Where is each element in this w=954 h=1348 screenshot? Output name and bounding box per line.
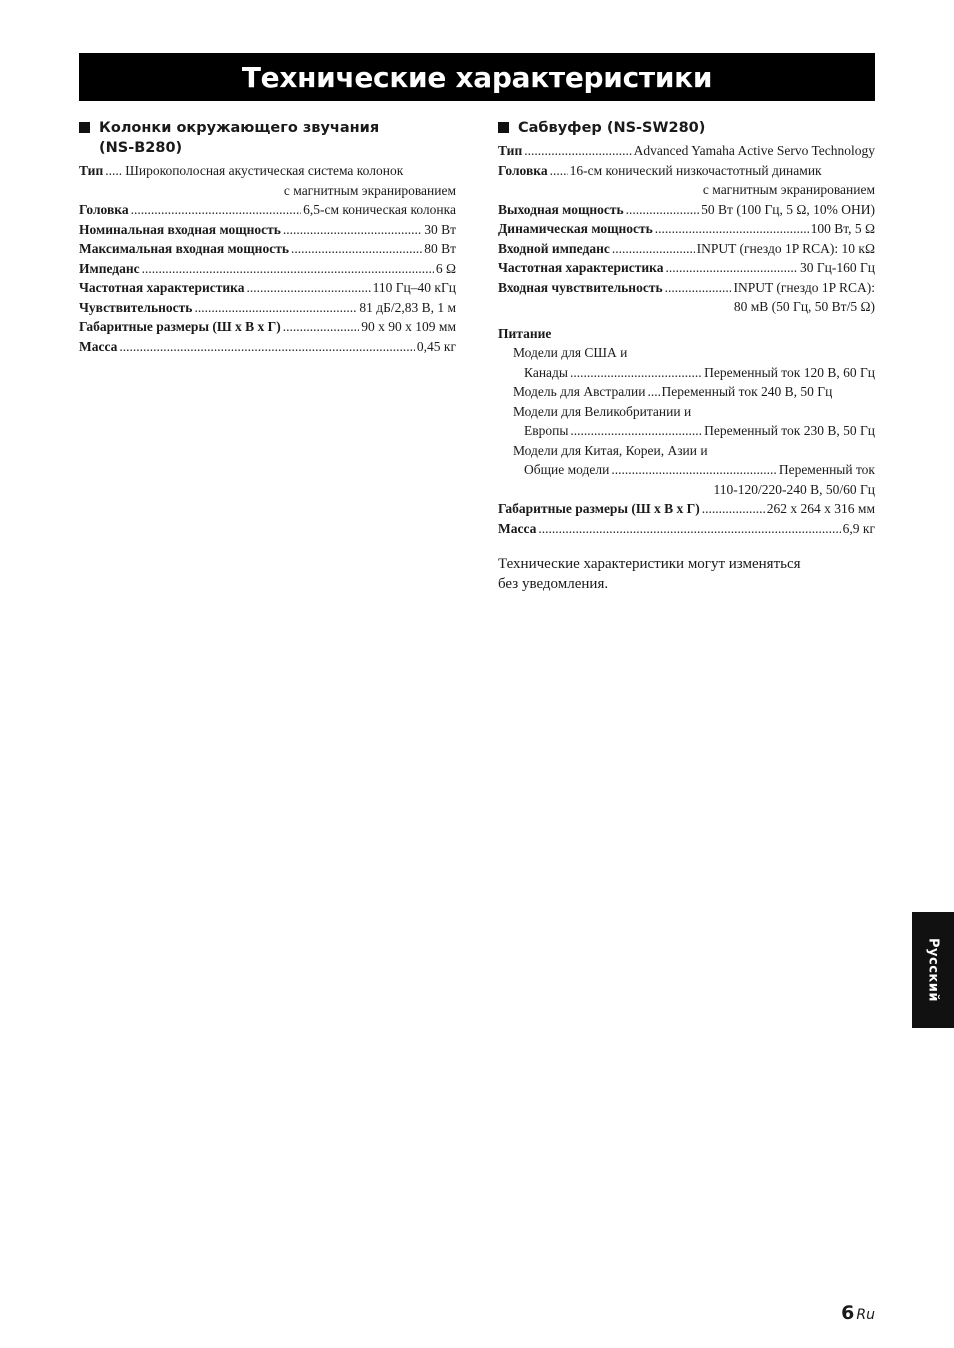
spec-row-mass bbox=[79, 337, 456, 357]
spec-label: Масса bbox=[79, 338, 118, 354]
spec-value: 100 Вт, 5 Ω bbox=[810, 221, 875, 236]
spec-label: Канады bbox=[524, 364, 568, 380]
spec-row-impedance bbox=[79, 259, 456, 279]
spec-row-input-impedance bbox=[498, 239, 875, 259]
spec-label: Импеданс bbox=[79, 260, 140, 276]
spec-row-dimensions bbox=[79, 317, 456, 337]
spec-value: 262 x 264 x 316 мм bbox=[766, 501, 875, 516]
language-tab bbox=[912, 912, 954, 1028]
spec-value-continued: с магнитным экранированием bbox=[283, 182, 456, 198]
spec-label: Номинальная входная мощность bbox=[79, 221, 281, 237]
spec-label: Чувствительность bbox=[79, 299, 193, 315]
spec-row-output-power bbox=[498, 200, 875, 220]
spec-value: 6 Ω bbox=[435, 260, 456, 276]
spec-row-sensitivity bbox=[79, 298, 456, 318]
subwoofer-heading bbox=[498, 118, 875, 138]
spec-value: 16-см конический низкочастотный динамик bbox=[569, 162, 822, 178]
power-usa-label: Модели для США и bbox=[513, 345, 628, 360]
square-bullet-icon bbox=[498, 122, 509, 133]
change-notice-line2: без уведомления. bbox=[498, 575, 609, 592]
square-bullet-icon bbox=[79, 122, 90, 133]
language-tab-label: Русский bbox=[925, 938, 941, 1002]
page-title: Технические характеристики bbox=[79, 53, 875, 101]
spec-label: Модель для Австралии bbox=[513, 384, 646, 399]
surround-heading-line2: (NS-B280) bbox=[99, 140, 183, 156]
power-row-uk bbox=[498, 421, 875, 441]
spec-value-continued: с магнитным экранированием bbox=[702, 182, 875, 197]
spec-label: Максимальная входная мощность bbox=[79, 241, 289, 256]
spec-row-dynamic-power bbox=[498, 219, 875, 239]
subwoofer-specs bbox=[498, 118, 875, 538]
surround-speaker-heading bbox=[79, 118, 456, 158]
spec-value: 30 Вт bbox=[424, 221, 456, 237]
change-notice bbox=[498, 555, 878, 594]
spec-label: Тип bbox=[498, 143, 523, 158]
surround-speaker-specs bbox=[79, 118, 456, 356]
spec-label: Головка bbox=[498, 162, 548, 178]
spec-label: Выходная мощность bbox=[498, 201, 624, 217]
spec-row-max-power bbox=[79, 239, 456, 259]
power-row-australia bbox=[498, 382, 875, 402]
power-row-usa bbox=[498, 363, 875, 383]
spec-row-input-sensitivity bbox=[498, 278, 875, 298]
spec-value: 90 x 90 x 109 мм bbox=[361, 319, 456, 334]
spec-label: Входной импеданс bbox=[498, 240, 610, 256]
spec-value: Переменный ток 240 В, 50 Гц bbox=[661, 384, 833, 399]
spec-value: Advanced Yamaha Active Servo Technology bbox=[633, 143, 875, 158]
spec-label: Масса bbox=[498, 520, 537, 536]
power-uk-label: Модели для Великобритании и bbox=[513, 403, 692, 419]
spec-row-nominal-power bbox=[79, 220, 456, 240]
spec-row-driver bbox=[79, 200, 456, 220]
spec-value: 81 дБ/2,83 В, 1 м bbox=[359, 299, 456, 315]
spec-row-dimensions bbox=[498, 499, 875, 519]
spec-label: Европы bbox=[524, 423, 569, 438]
spec-label: Габаритные размеры (Ш x В x Г) bbox=[79, 319, 281, 334]
spec-row-type bbox=[79, 161, 456, 181]
power-china-label: Модели для Китая, Кореи, Азии и bbox=[513, 442, 708, 458]
subwoofer-heading-text: Сабвуфер (NS-SW280) bbox=[518, 120, 706, 136]
spec-row-frequency bbox=[498, 258, 875, 278]
spec-value: Переменный ток bbox=[778, 462, 875, 477]
page-number bbox=[841, 1302, 875, 1324]
spec-value: 30 Гц-160 Гц bbox=[799, 260, 875, 275]
spec-value: 6,9 кг bbox=[842, 520, 875, 536]
spec-value: 80 Вт bbox=[424, 241, 456, 256]
spec-row-type bbox=[498, 141, 875, 161]
power-row-general bbox=[498, 460, 875, 480]
spec-row-frequency bbox=[79, 278, 456, 298]
spec-label: Частотная характеристика bbox=[79, 280, 245, 295]
spec-row-driver bbox=[498, 161, 875, 181]
spec-label: Динамическая мощность bbox=[498, 221, 653, 236]
spec-value: Широкополосная акустическая система колонок bbox=[125, 163, 404, 178]
spec-value: 0,45 кг bbox=[416, 338, 456, 354]
spec-value: 110 Гц–40 кГц bbox=[372, 280, 456, 295]
spec-row-mass bbox=[498, 519, 875, 539]
spec-label: Головка bbox=[79, 202, 129, 217]
surround-heading-line1: Колонки окружающего звучания bbox=[99, 120, 380, 136]
spec-value: Переменный ток 230 В, 50 Гц bbox=[704, 423, 875, 438]
spec-value: 50 Вт (100 Гц, 5 Ω, 10% ОНИ) bbox=[701, 201, 875, 217]
change-notice-line1: Технические характеристики могут изменяться bbox=[498, 556, 801, 572]
spec-value: INPUT (гнездо 1P RCA): 10 кΩ bbox=[696, 240, 875, 256]
spec-value: Переменный ток 120 В, 60 Гц bbox=[704, 364, 875, 380]
spec-value: 6,5-см коническая колонка bbox=[303, 202, 456, 217]
spec-value: INPUT (гнездо 1P RCA): bbox=[733, 279, 875, 295]
spec-label: Входная чувствительность bbox=[498, 279, 663, 295]
spec-label: Габаритные размеры (Ш x В x Г) bbox=[498, 501, 700, 516]
page-number-value: 6 bbox=[841, 1302, 855, 1324]
page-language-suffix: Ru bbox=[856, 1307, 875, 1323]
spec-value-continued: 80 мВ (50 Гц, 50 Вт/5 Ω) bbox=[733, 299, 875, 314]
spec-label: Общие модели bbox=[524, 462, 610, 477]
spec-label: Частотная характеристика bbox=[498, 260, 664, 275]
power-supply-heading: Питание bbox=[498, 325, 552, 341]
spec-value-continued: 110-120/220-240 В, 50/60 Гц bbox=[713, 481, 875, 497]
spec-label: Тип bbox=[79, 163, 104, 178]
